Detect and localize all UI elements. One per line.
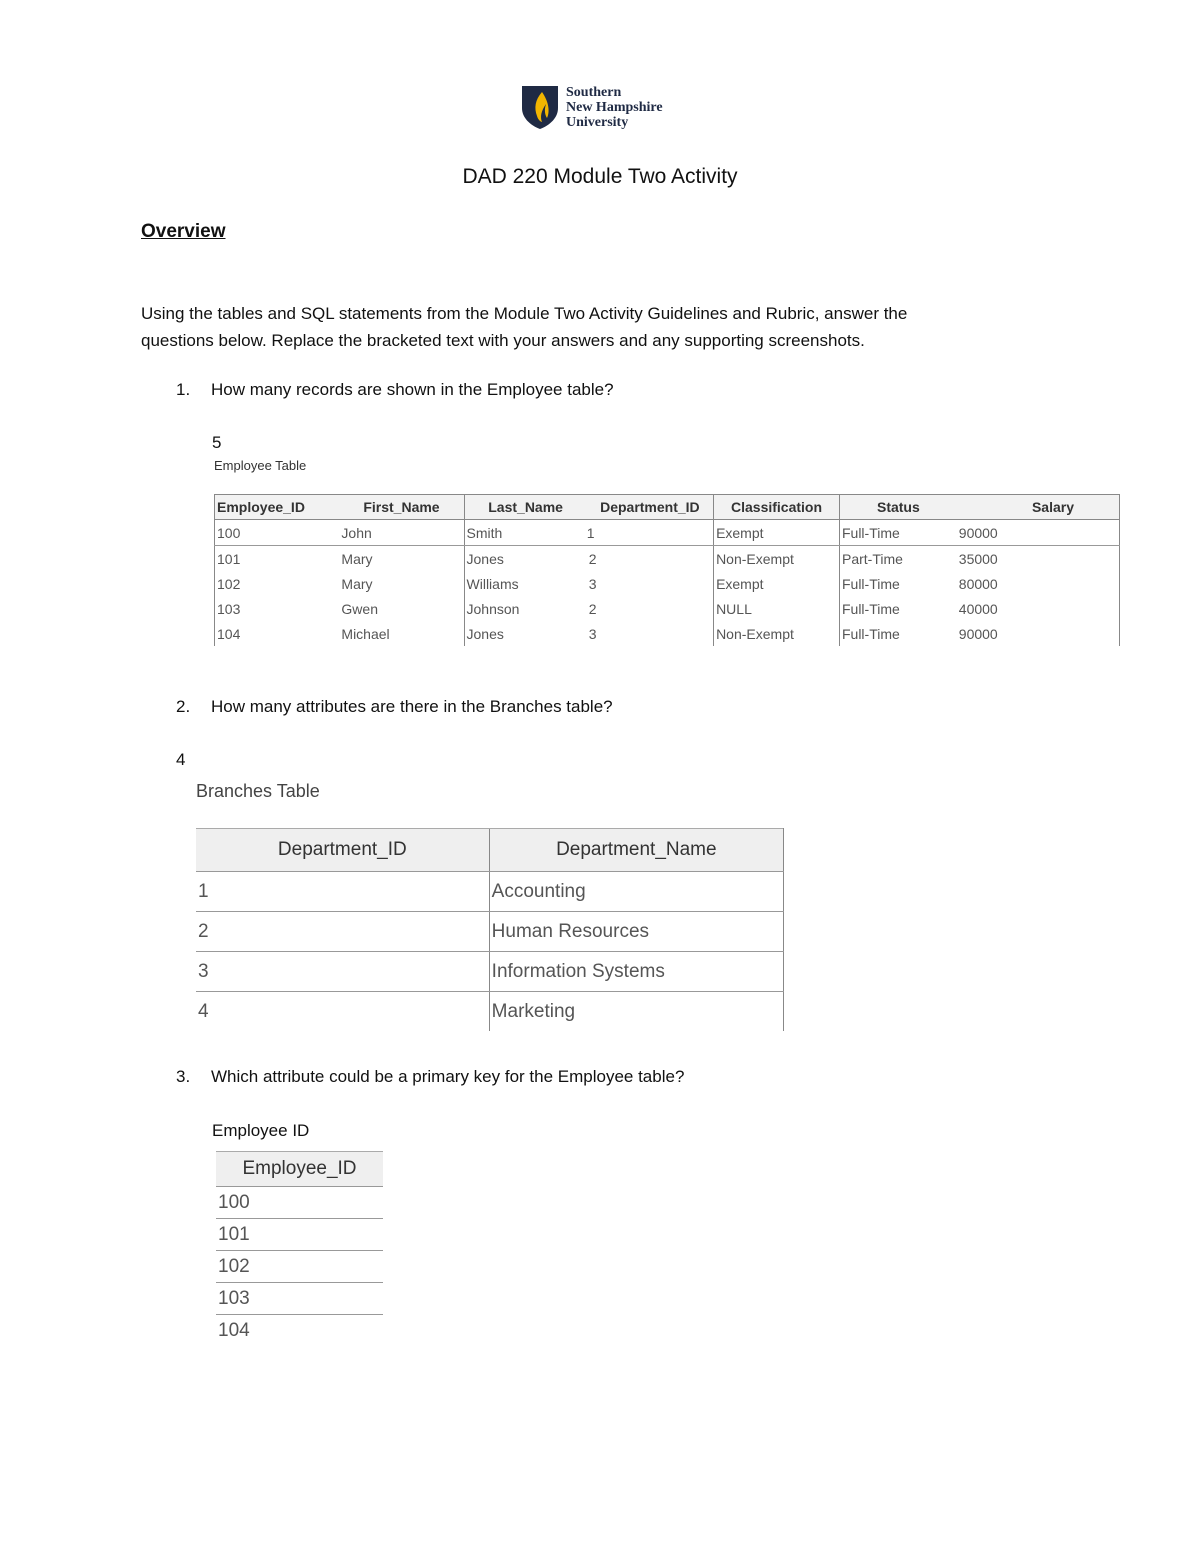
table-row xyxy=(216,1283,383,1315)
table-cell: Exempt xyxy=(714,571,840,596)
employee-table-caption: Employee Table xyxy=(214,458,307,473)
table-cell: 3 xyxy=(196,952,489,992)
column-header: Employee_ID xyxy=(216,1152,383,1187)
table-cell: Marketing xyxy=(489,992,783,1032)
table-cell: 3 xyxy=(588,575,597,592)
document-title: DAD 220 Module Two Activity xyxy=(462,165,738,188)
intro-paragraph-line-2: questions below. Replace the bracketed text with your answers and any supporting screenshots. xyxy=(141,331,865,350)
table-row xyxy=(215,621,1120,646)
column-header: Salary xyxy=(957,495,1120,520)
table-cell: 103 xyxy=(216,1283,383,1315)
branches-table xyxy=(196,828,784,1031)
table-cell: John xyxy=(339,520,464,546)
table-cell: Accounting xyxy=(489,872,783,912)
university-logo xyxy=(520,84,690,132)
question-text: How many attributes are there in the Branches table? xyxy=(211,697,613,716)
table-row xyxy=(215,520,1120,546)
table-cell: Michael xyxy=(341,625,390,642)
table-cell: 104 xyxy=(218,1319,250,1341)
table-cell: Gwen xyxy=(341,600,378,617)
table-cell: 2 xyxy=(588,600,597,617)
table-cell: 1 xyxy=(196,872,489,912)
table-cell: 102 xyxy=(216,1251,383,1283)
table-row xyxy=(216,1315,383,1347)
question-number: 2. xyxy=(176,697,191,716)
table-row xyxy=(196,872,784,912)
table-cell: Jones xyxy=(464,546,587,572)
table-cell: Jones xyxy=(464,621,587,646)
table-cell: Part-Time xyxy=(839,546,956,572)
logo-line-1: Southern xyxy=(566,85,622,100)
table-header-row xyxy=(216,1152,383,1187)
question-text: How many records are shown in the Employee table? xyxy=(211,380,614,399)
table-row xyxy=(216,1187,383,1219)
table-cell: Human Resources xyxy=(489,912,783,952)
branches-table-caption: Branches Table xyxy=(196,781,320,801)
table-cell: Full-Time xyxy=(839,596,956,621)
table-row xyxy=(216,1219,383,1251)
table-cell: Johnson xyxy=(464,596,587,621)
answer-3: Employee ID xyxy=(212,1121,310,1140)
table-cell: 103 xyxy=(215,596,340,621)
table-row xyxy=(215,546,1120,572)
table-cell: Exempt xyxy=(714,520,840,546)
answer-1: 5 xyxy=(212,433,222,452)
table-row xyxy=(196,952,784,992)
table-cell: 102 xyxy=(215,571,340,596)
table-cell: 1 xyxy=(587,520,714,546)
intro-paragraph-line-1: Using the tables and SQL statements from the Module Two Activity Guidelines and Rubric, answer the xyxy=(141,304,908,323)
question-number: 1. xyxy=(176,380,191,399)
table-cell: NULL xyxy=(714,596,840,621)
column-header: Classification xyxy=(714,495,840,520)
table-cell: Mary xyxy=(341,550,373,567)
table-cell: 100 xyxy=(215,520,340,546)
table-cell: Full-Time xyxy=(839,571,956,596)
table-row xyxy=(196,992,784,1032)
logo-line-3: University xyxy=(566,115,629,130)
shield-flame-icon xyxy=(520,84,560,130)
table-cell: 101 xyxy=(216,1219,383,1251)
table-cell: 2 xyxy=(588,550,597,567)
question-text: Which attribute could be a primary key for the Employee table? xyxy=(211,1067,685,1086)
column-header: Department_ID xyxy=(196,829,489,872)
logo-line-2: New Hampshire xyxy=(566,100,663,115)
table-cell: 4 xyxy=(198,1000,209,1022)
table-cell: Non-Exempt xyxy=(714,621,840,646)
table-cell: 101 xyxy=(215,546,340,572)
table-cell: 80000 xyxy=(957,571,1120,596)
employee-table xyxy=(214,494,1120,646)
table-row xyxy=(196,912,784,952)
table-cell: 2 xyxy=(196,912,489,952)
table-cell: Williams xyxy=(464,571,587,596)
column-header: Status xyxy=(839,495,956,520)
column-header: Department_Name xyxy=(489,829,783,872)
table-cell: Full-Time xyxy=(839,621,956,646)
table-cell: 90000 xyxy=(957,621,1120,646)
table-row xyxy=(215,596,1120,621)
table-row xyxy=(215,571,1120,596)
column-header: First_Name xyxy=(339,495,464,520)
table-cell: 40000 xyxy=(957,596,1120,621)
table-cell: Smith xyxy=(464,520,587,546)
table-header-row xyxy=(215,495,1120,520)
answer-2: 4 xyxy=(176,750,186,769)
table-header-row xyxy=(196,829,784,872)
table-cell: Full-Time xyxy=(839,520,956,546)
table-cell: Information Systems xyxy=(489,952,783,992)
column-header: Employee_ID xyxy=(215,495,340,520)
table-cell: 35000 xyxy=(957,546,1120,572)
section-heading: Overview xyxy=(141,221,226,242)
column-header: Last_Name xyxy=(464,495,587,520)
table-cell: 100 xyxy=(216,1187,383,1219)
table-cell: Mary xyxy=(341,575,373,592)
question-number: 3. xyxy=(176,1067,191,1086)
table-cell: Non-Exempt xyxy=(714,546,840,572)
column-header: Department_ID xyxy=(587,495,714,520)
table-cell: 90000 xyxy=(957,520,1120,546)
employee-id-table xyxy=(216,1151,383,1346)
table-cell: 3 xyxy=(588,625,597,642)
table-row xyxy=(216,1251,383,1283)
table-cell: 104 xyxy=(215,621,340,646)
